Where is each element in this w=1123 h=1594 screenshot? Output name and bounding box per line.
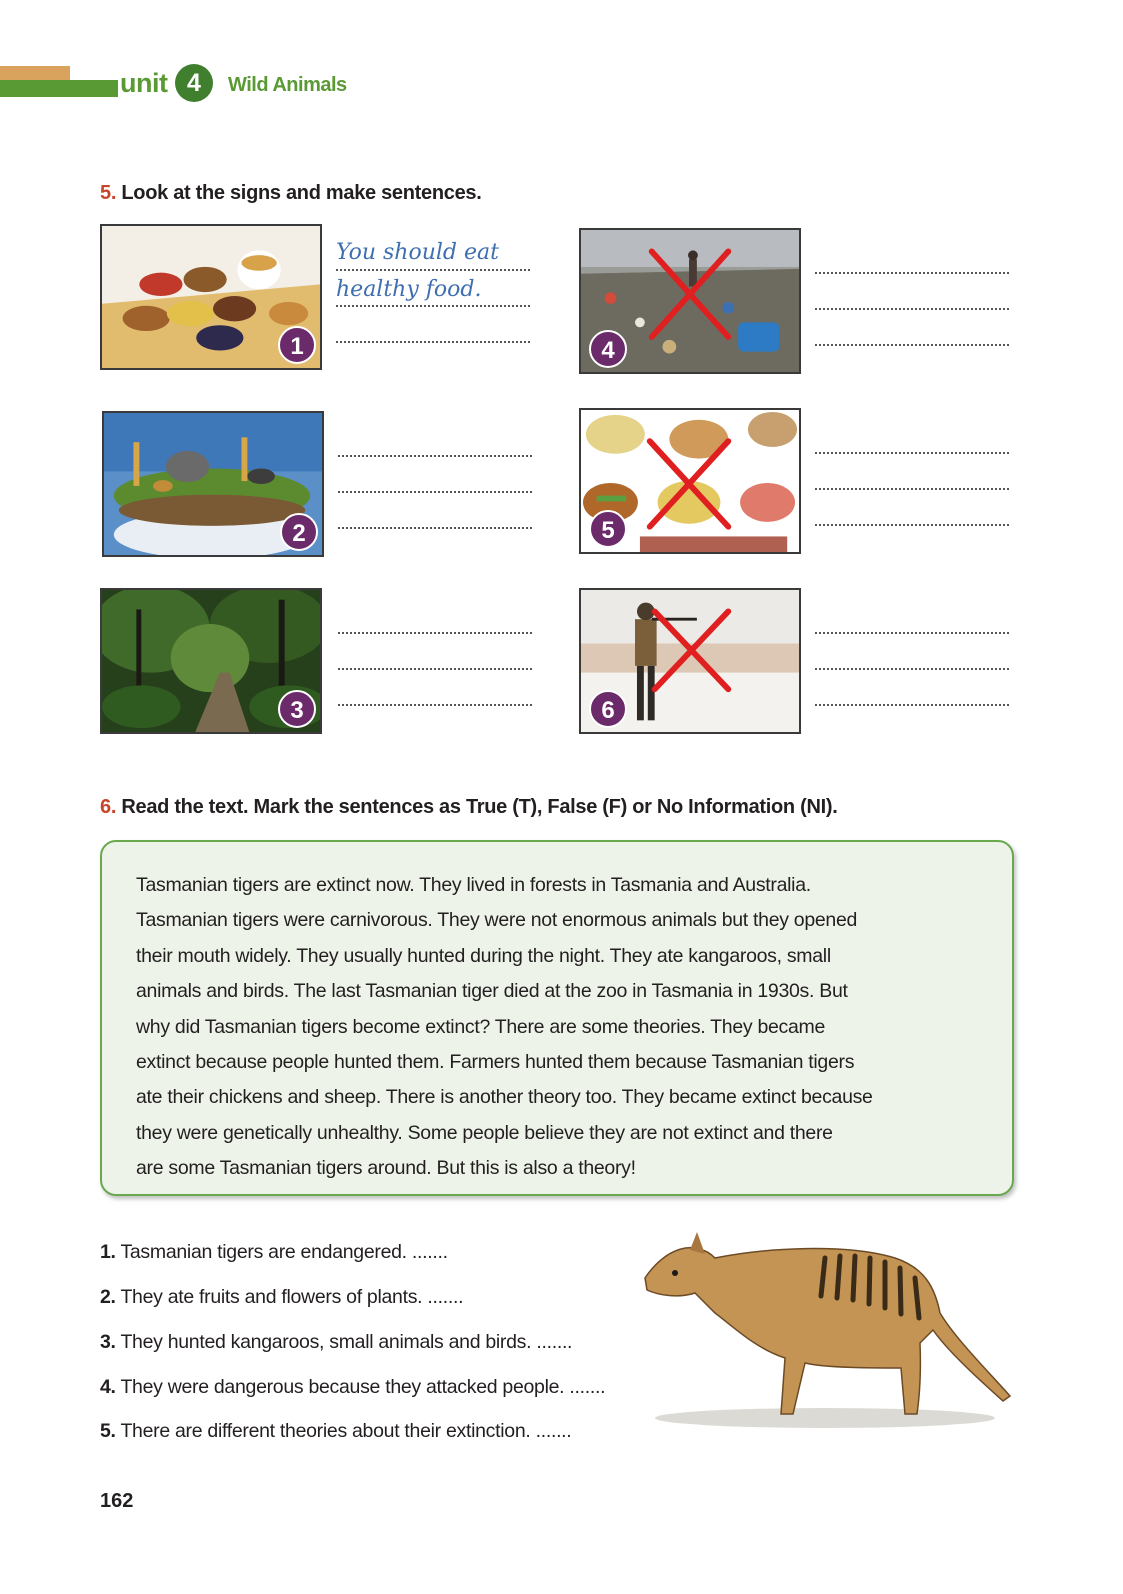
- answer-1-line-1: You should eat: [336, 240, 499, 265]
- sign-badge-3: 3: [278, 690, 316, 728]
- text-line: are some Tasmanian tigers around. But this is also a theory!: [136, 1157, 636, 1180]
- statement-text: There are different theories about their extinction. .......: [120, 1420, 572, 1442]
- answer-line-2a[interactable]: [338, 455, 532, 457]
- text-line: ate their chickens and sheep. There is another theory too. They became extinct because: [136, 1086, 873, 1109]
- task5-instruction: Look at the signs and make sentences.: [121, 182, 482, 204]
- sign-photo-2: [102, 411, 324, 557]
- statement-text: They ate fruits and flowers of plants. .......: [120, 1286, 464, 1308]
- answer-line-6b[interactable]: [815, 668, 1009, 670]
- unit-label: unit: [120, 68, 168, 98]
- sign-badge-5: 5: [589, 510, 627, 548]
- sign-photo-1: [100, 224, 322, 370]
- tasmanian-tiger-illustration: [635, 1218, 1020, 1433]
- statement-5: [100, 1420, 571, 1443]
- reading-text-box: [100, 840, 1014, 1196]
- answer-line-1c[interactable]: [336, 341, 530, 343]
- statement-4: [100, 1376, 605, 1399]
- statement-text: Tasmanian tigers are endangered. .......: [120, 1241, 448, 1263]
- statement-2: [100, 1286, 463, 1309]
- answer-line-5c[interactable]: [815, 524, 1009, 526]
- statement-number: 1.: [100, 1241, 116, 1263]
- answer-line-2c[interactable]: [338, 527, 532, 529]
- statement-number: 3.: [100, 1331, 116, 1353]
- sign-photo-3: [100, 588, 322, 734]
- sign-photo-6: [579, 588, 801, 734]
- sign-badge-2: 2: [280, 513, 318, 551]
- answer-line-5b[interactable]: [815, 488, 1009, 490]
- text-line: they were genetically unhealthy. Some people believe they are not extinct and there: [136, 1121, 833, 1144]
- answer-line-3c[interactable]: [338, 704, 532, 706]
- text-line: Tasmanian tigers were carnivorous. They were not enormous animals but they opened: [136, 909, 858, 932]
- sign-badge-6: 6: [589, 690, 627, 728]
- answer-line-6a[interactable]: [815, 632, 1009, 634]
- sign-photo-4: [579, 228, 801, 374]
- sign-photo-5: [579, 408, 801, 554]
- page-number: 162: [100, 1490, 134, 1512]
- statement-text: They hunted kangaroos, small animals and birds. .......: [120, 1331, 573, 1353]
- text-line: why did Tasmanian tigers become extinct? There are some theories. They became: [136, 1015, 826, 1038]
- text-line: animals and birds. The last Tasmanian tiger died at the zoo in Tasmania in 1930s. But: [136, 980, 848, 1003]
- answer-line-5a[interactable]: [815, 452, 1009, 454]
- unit-title: Wild Animals: [228, 74, 347, 96]
- task6-title: [100, 796, 838, 819]
- statement-number: 5.: [100, 1420, 116, 1442]
- text-line: Tasmanian tigers are extinct now. They lived in forests in Tasmania and Australia.: [136, 874, 811, 896]
- task5-number: 5.: [100, 182, 117, 204]
- answer-line-3a[interactable]: [338, 632, 532, 634]
- answer-line-1a[interactable]: [336, 269, 530, 271]
- task6-number: 6.: [100, 796, 117, 818]
- sign-badge-4: 4: [589, 330, 627, 368]
- answer-1-line-2: healthy food.: [336, 277, 482, 302]
- header-green-bar: [0, 80, 118, 97]
- answer-line-4b[interactable]: [815, 308, 1009, 310]
- text-line: extinct because people hunted them. Farmers hunted them because Tasmanian tigers: [136, 1051, 855, 1074]
- unit-number-badge: 4: [175, 64, 213, 102]
- sign-badge-1: 1: [278, 326, 316, 364]
- answer-line-4c[interactable]: [815, 344, 1009, 346]
- answer-line-1b[interactable]: [336, 305, 530, 307]
- statement-3: [100, 1331, 572, 1354]
- statement-text: They were dangerous because they attacked people. .......: [120, 1376, 606, 1398]
- answer-line-3b[interactable]: [338, 668, 532, 670]
- task5-title: [100, 182, 482, 205]
- header-tan-bar: [0, 66, 70, 80]
- statement-number: 4.: [100, 1376, 116, 1398]
- statement-1: [100, 1241, 448, 1264]
- answer-line-6c[interactable]: [815, 704, 1009, 706]
- text-line: their mouth widely. They usually hunted during the night. They ate kangaroos, small: [136, 944, 831, 967]
- answer-line-2b[interactable]: [338, 491, 532, 493]
- task6-instruction: Read the text. Mark the sentences as True (T), False (F) or No Information (NI).: [121, 796, 838, 818]
- answer-line-4a[interactable]: [815, 272, 1009, 274]
- statement-number: 2.: [100, 1286, 116, 1308]
